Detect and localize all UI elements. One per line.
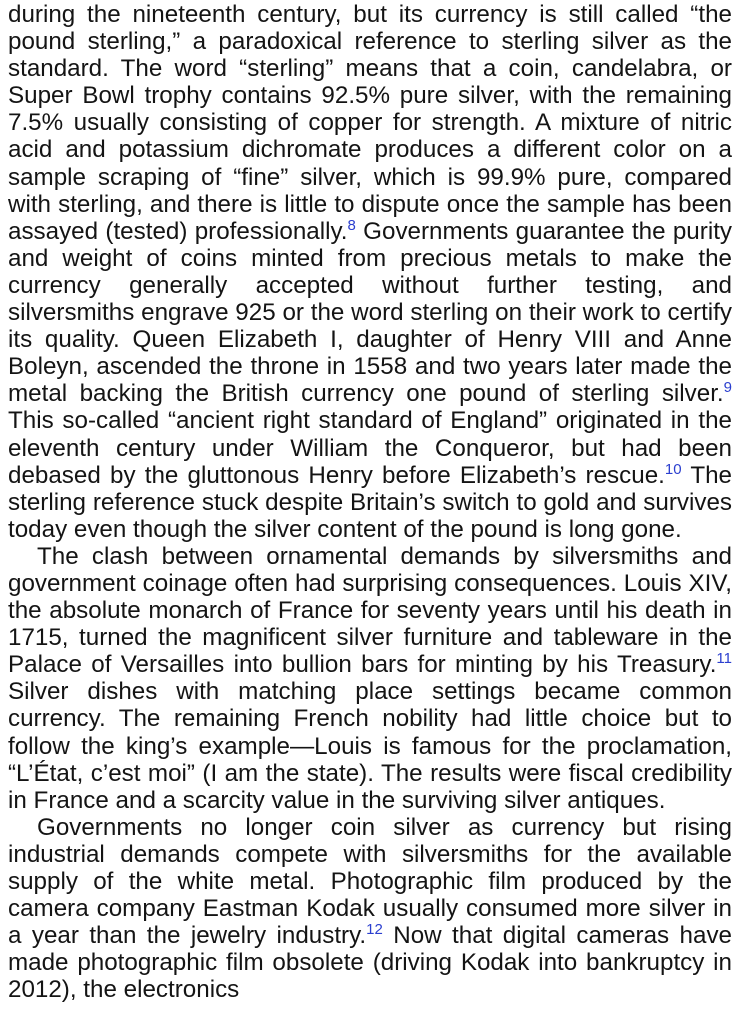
footnote-ref-11[interactable]: 11 xyxy=(716,650,732,668)
paragraph-text: Governments no longer coin silver as currency but rising industrial demands compete with silversmiths for the available supply of the white metal. Photographic film produced by the camera company Eastman Kodak usually consumed more silver in a year than the jewelry industry. xyxy=(8,813,732,950)
paragraph-text: This so-called “ancient right standard of England” originated in the eleventh century under William the Conqueror, but had been debased by the gluttonous Henry before Elizabeth’s rescue. xyxy=(8,407,732,489)
paragraph-1 xyxy=(8,1,732,543)
paragraph-text: during the nineteenth century, but its currency is still called “the pound sterling,” a paradoxical reference to sterling silver as the standard. The word “sterling” means that a coin, candelabra, or Super Bowl trophy contains 92.5% pure silver, with the remaining 7.5% usually consisting of copper for strength. A mixture of nitric acid and potassium dichromate produces a different color on a sample scraping of “fine” silver, which is 99.9% pure, compared with sterling, and there is little to dispute once the sample has been assayed (tested) professionally. xyxy=(8,1,732,245)
footnote-ref-10[interactable]: 10 xyxy=(664,460,682,478)
paragraph-text: The sterling reference stuck despite Britain’s switch to gold and survives today even though the silver content of the pound is long gone. xyxy=(8,461,732,543)
book-page xyxy=(8,0,732,1003)
paragraph-text: Governments guarantee the purity and weight of coins minted from precious metals to make the currency generally accepted without further testing, and silversmiths engrave 925 or the word sterling on their work to certify its quality. Queen Elizabeth I, daughter of Henry VIII and Anne Boleyn, ascended the throne in 1558 and two years later made the metal backing the British currency one pound of sterling silver. xyxy=(8,217,733,408)
paragraph-text: The clash between ornamental demands by silversmiths and government coinage often had surprising consequences. Louis XIV, the absolute monarch of France for seventy years until his death in 1715, turned the magnificent silver furniture and tableware in the Palace of Versailles into bullion bars for minting by his Treasury. xyxy=(8,542,732,679)
paragraph-text: Silver dishes with matching place settings became common currency. The remaining French nobility had little choice but to follow the king’s example—Louis is famous for the proclamation, “L’État, c’est moi” (I am the state). The results were fiscal credibility in France and a scarcity value in the surviving silver antiques. xyxy=(8,678,732,814)
paragraph-text: Now that digital cameras have made photographic film obsolete (driving Kodak into bankruptcy in 2012), the electronics xyxy=(8,922,732,1004)
paragraph-2 xyxy=(8,543,732,814)
footnote-ref-8[interactable]: 8 xyxy=(347,216,356,234)
footnote-ref-12[interactable]: 12 xyxy=(366,921,383,939)
footnote-ref-9[interactable]: 9 xyxy=(723,379,732,397)
paragraph-3 xyxy=(8,814,732,1004)
